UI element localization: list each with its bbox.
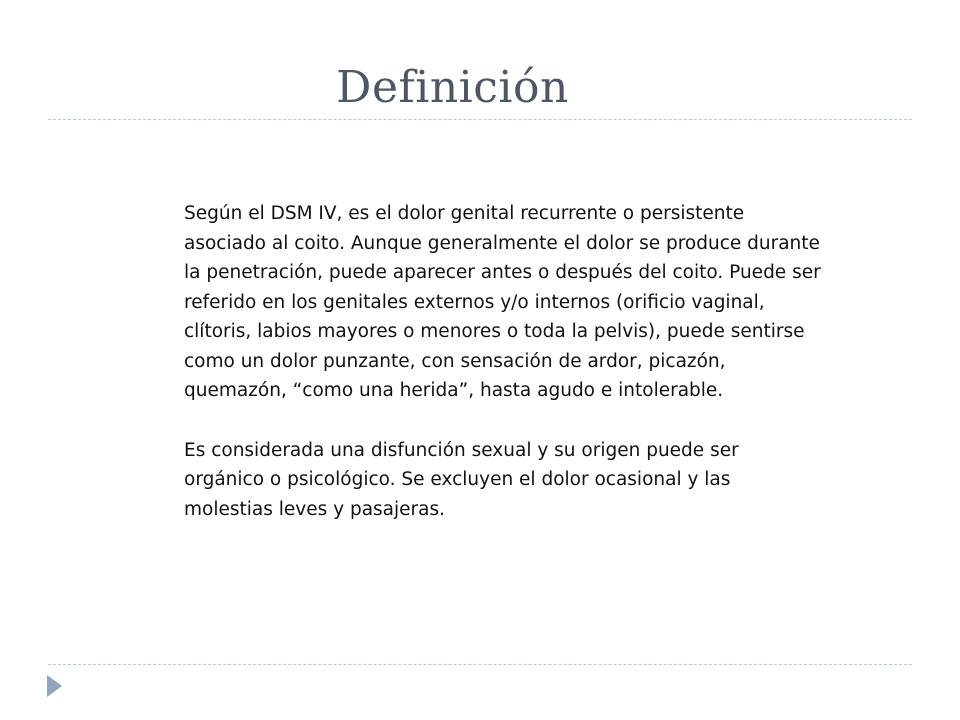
footer-divider xyxy=(48,664,912,665)
title-divider xyxy=(48,119,912,120)
triangle-bullet-icon xyxy=(47,675,62,697)
slide-title: Definición xyxy=(336,62,569,113)
definition-paragraph: Según el DSM IV, es el dolor genital recurrente o persistente asociado al coito. Aunque generalmente el dolor se produce durante la penetración, puede aparecer antes o después del coito. Puede ser referido en los genitales externos y/o internos (orificio vaginal, clítoris, labios mayores o menores o toda la pelvis), puede sentirse como un dolor punzante, con sensación de ardor, picazón, quemazón, “como una herida”, hasta agudo e intolerable. xyxy=(184,203,821,401)
classification-paragraph: Es considerada una disfunción sexual y su origen puede ser orgánico o psicológico. Se excluyen el dolor ocasional y las molestias leves y pasajeras. xyxy=(184,439,739,520)
slide-body xyxy=(184,199,824,554)
